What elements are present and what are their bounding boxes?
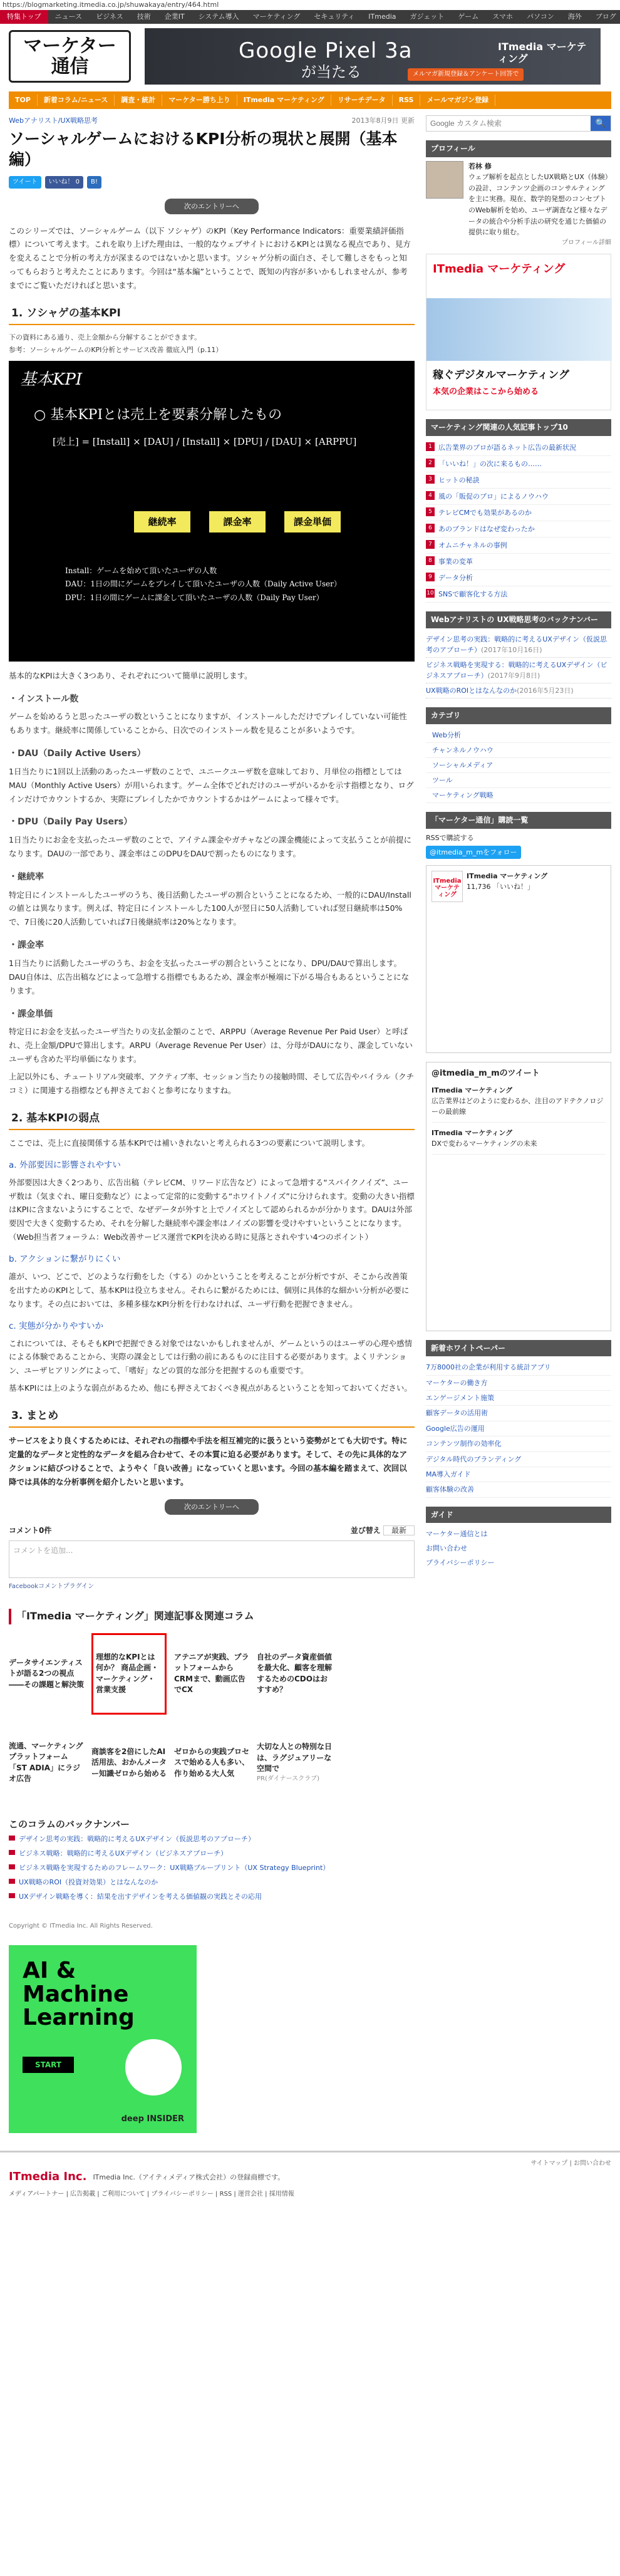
search-box [426, 115, 611, 132]
price-box: 課金単価 [284, 511, 341, 532]
top-nav-item[interactable]: ブログ [595, 13, 616, 21]
promo-subtitle: 本気の企業はここから始める [433, 387, 539, 397]
comments-header [9, 1525, 415, 1537]
banner-brand: ITmedia マーケティング [498, 41, 587, 65]
related-item[interactable] [91, 1633, 167, 1715]
ranking-item[interactable] [426, 472, 611, 489]
related-item[interactable] [257, 1722, 332, 1804]
intro-text: このシリーズでは、ソーシャルゲーム（以下 ソシャゲ）のKPI（Key Performance Indicators：重要業績評価指標）について考えます。これを取り上げた理由は、一般的なウェブサイトにおけるKPIとは異なる視点であり、見方を変えることで分析の考え方が深まるのではないかと思います。ソシャゲ分析の面白さ、そして難しさをもっと知ってもらおうと考えたことにあります。今回は“基本編”ということで、既知の内容が多いかもしれませんが、参考までにご覧いただければと思います。 [9, 226, 411, 291]
after-slide-text: 基本的なKPIは大きく3つあり、それぞれについて簡単に説明します。 [9, 670, 252, 680]
related-source: PR(ダイナースクラブ) [257, 1775, 320, 1782]
twitter-timeline-title: @itmedia_m_mのツイート [431, 1068, 540, 1078]
top-nav-item[interactable]: パソコン [527, 13, 554, 21]
backnumber-sidebar-heading: Webアナリストの UX戦略思考のバックナンバー [426, 611, 611, 628]
price-text: 特定日にお金を支払ったユーザ当たりの支払金額のことで、ARPPU（Average Revenue Per Paid User）と呼ばれ、売上金額/DPUで算出します。ARPU（Average Revenue Per User）は、分母がDAUになり、課金していないユーザも含めた平均単価になります。 [9, 1027, 413, 1064]
sidebar-backnumber-title: ビジネス戦略を実現する：戦略的に考えるUXデザイン（ビジネスアプローチ） [426, 661, 607, 680]
ranking-number: 8 [426, 556, 435, 565]
ranking-item[interactable] [426, 554, 611, 570]
related-title: 大切な人との特別な日は、ラグジュアリーな空間で [257, 1742, 333, 1774]
guide-item[interactable]: お問い合わせ [426, 1544, 467, 1553]
fb-page-avatar: ITmedia マーケティング [431, 871, 463, 902]
related-title: ゼロからの実践プロセスで始める人も多い、作り始める大人気 [174, 1747, 250, 1778]
section-heading-2: 2. 基本KPIの弱点 [9, 1108, 415, 1130]
subscribe-heading: 「マーケター通信」購読一覧 [426, 812, 611, 829]
ranking-number: 9 [426, 573, 435, 581]
category-item[interactable]: マーケティング戦略 [426, 788, 611, 803]
ranking-title: 風の「販促のプロ」によるノウハウ [438, 492, 549, 501]
whitepaper-item[interactable]: コンテンツ制作の効率化 [426, 1436, 611, 1452]
main-nav-item[interactable]: 調査・統計 [115, 95, 162, 105]
ranking-title: 「いいね！」の次に来るもの…… [438, 459, 542, 468]
footer [0, 2151, 620, 2206]
backnumber-item[interactable]: デザイン思考の実践：戦略的に考えるUXデザイン（仮説思考のアプローチ） [9, 1832, 415, 1846]
section-heading-3: 3. まとめ [9, 1405, 415, 1428]
whitepaper-item[interactable]: Google広告の運用 [426, 1421, 611, 1436]
search-icon: 🔍 [595, 118, 606, 128]
author-name: 若林 修 [468, 162, 492, 170]
fb-like-count: 11,736 「いいね！」 [467, 882, 534, 891]
ranking-title: データ分析 [438, 574, 473, 583]
banner-cta[interactable]: メルマガ新規登録＆アンケート回答で [408, 68, 524, 81]
main-nav-item[interactable]: メールマガジン登録 [420, 95, 495, 105]
itmedia-logo[interactable]: ITmedia Inc. [9, 2170, 87, 2184]
ranking-title: ヒットの秘訣 [438, 475, 480, 484]
source-link[interactable]: 参考：ソーシャルゲームのKPI分析とサービス改善 徹底入門（p.11） [9, 345, 223, 354]
category-heading: カテゴリ [426, 707, 611, 724]
slide-definitions [65, 564, 341, 605]
ranking-title: あのブランドはなぜ変わったか [438, 525, 535, 534]
tweet-text: 広告業界はどのように変わるか、注目のアドテクノロジーの最前線 [431, 1096, 604, 1116]
ranking-number: 2 [426, 459, 435, 467]
related-title: 商談客を2倍にしたAI活用法、おかんメーター知識ゼロから始める [91, 1747, 167, 1778]
sidebar [426, 115, 611, 2133]
sidebar-backnumber-date: (2016年5月23日) [517, 687, 574, 695]
sub-price: ・課金単価 [9, 1009, 53, 1019]
slide-lead: ○ 基本KPIとは売上を要素分解したもの [34, 407, 282, 423]
conversion-text: 1日当たりに活動したユーザのうち、お金を支払ったユーザの割合ということになり、DPU/DAUで算出します。DAU自体は、広告出稿などによって急増する指標でもあるため、課金率が極端に下がる場合もあるということになります。 [9, 958, 410, 995]
backnumber-item[interactable]: ビジネス戦略を実現するためのフレームワーク：UX戦略ブループリント（UX Strategy Blueprint） [9, 1861, 415, 1875]
weak-a-text: 外部要因は大きく2つあり、広告出稿（テレビCM、リワード広告など）によって急増する“スパイクノイズ”、ユーザ数は（気まぐれ、曜日変動など）によって定常的に変動する“ホワイトノイズ”に分けられます。変動の大きい指標はKPIに含まないようにすることで、なぜデータが外すと上でノイズとして認められるかが分かります。DAUは外部要因で大きく変動するため、それを分解した継続率や課金率はノイズの影響を受けやすいということになります。（Web担当者フォーラム：Web改善サービス運営でKPIを決める時に見落とされやすい4つのポイント） [9, 1177, 415, 1242]
footer-note: ITmedia Inc.（アイティメディア株式会社）の登録商標です。 [93, 2173, 285, 2181]
comment-input[interactable]: コメントを追加... [9, 1540, 415, 1578]
top-nav-item[interactable]: 企業IT [164, 13, 185, 21]
sidebar-backnumber-title: デザイン思考の実践：戦略的に考えるUXデザイン（仮説思考のアプローチ） [426, 635, 607, 654]
guide-heading: ガイド [426, 1507, 611, 1524]
footer-links[interactable]: メディアパートナー | 広告掲載 | ご利用について | プライバシーポリシー | RSS | 運営会社 | 採用情報 [9, 2191, 294, 2198]
share-buttons [9, 176, 415, 189]
sub-conversion: ・課金率 [9, 940, 44, 951]
sub-install: ・インストール数 [9, 693, 79, 704]
ranking-number: 7 [426, 540, 435, 549]
promo-brand: ITmedia マーケティング [433, 262, 566, 276]
slide-title: 基本KPI [20, 370, 83, 389]
sidebar-backnumber-title: UX戦略のROIとはなんなのか [426, 687, 517, 695]
sidebar-backnumber-item[interactable] [426, 632, 611, 658]
breadcrumb-link[interactable]: Webアナリスト/UX戦略思考 [9, 117, 98, 125]
top-nav-item[interactable]: マーケティング [252, 13, 301, 21]
related-item[interactable] [9, 1633, 84, 1715]
whitepaper-item[interactable]: エンゲージメント施策 [426, 1391, 611, 1406]
main-content [9, 115, 415, 2133]
ranking-number: 1 [426, 442, 435, 451]
sort-label: 並び替え [350, 1525, 381, 1535]
ranking-item[interactable] [426, 505, 611, 521]
category-item[interactable]: チャンネルノウハウ [426, 743, 611, 758]
facebook-comments-plugin[interactable]: Facebookコメントプラグイン [9, 1582, 95, 1590]
ranking-title: オムニチャネルの事例 [438, 541, 507, 550]
ai-ad-banner[interactable] [9, 1945, 197, 2133]
main-nav [9, 91, 611, 109]
def-dau: DAU：1日の間にゲームをプレイして頂いたユーザの人数（Daily Active User） [65, 579, 341, 589]
related-item[interactable] [257, 1633, 332, 1715]
site-logo[interactable]: マーケター 通信 [9, 30, 131, 83]
category-item[interactable]: ソーシャルメディア [426, 758, 611, 773]
search-button[interactable] [591, 116, 611, 131]
twitter-timeline [426, 1062, 611, 1331]
author-bio: ウェブ解析を起点としたUX戦略とUX（体験）の設計、コンテンツ企画のコンサルティングを主に実務。現在、数学的発想のコンセプトのWeb解析を始め、ユーザ調査など様々なデータの統合や分析手法の研究を通じた価値の提供に取り組む。 [468, 173, 609, 237]
top-nav-item[interactable]: システム導入 [198, 13, 239, 21]
weak-c-heading: c. 実態が分かりやすいか [9, 1321, 104, 1331]
related-grid [9, 1633, 415, 1804]
top-nav-item[interactable]: 技術 [137, 13, 151, 21]
whitepaper-item[interactable]: 顧客体験の改善 [426, 1482, 611, 1497]
sitemap-links[interactable]: サイトマップ | お問い合わせ [530, 2159, 611, 2167]
def-dpu: DPU：1日の間にゲームに課金して頂いたユーザの人数（Daily Pay User） [65, 593, 324, 602]
main-nav-item[interactable]: 新着コラム/ニュース [38, 95, 115, 105]
backnumber-item[interactable]: UXデザイン戦略を導く：結果を出すデザインを考える価値観の実践とその応用 [9, 1889, 415, 1904]
update-date: 2013年8月9日 更新 [351, 117, 415, 125]
promo-image [426, 298, 612, 361]
url-bar[interactable]: https://blogmarketing.itmedia.co.jp/shuwakaya/entry/464.html [3, 1, 219, 9]
main-nav-item[interactable]: RSS [393, 95, 421, 105]
backnumber-section [9, 1817, 415, 1904]
whitepaper-item[interactable]: 7万8000社の企業が利用する統計アプリ [426, 1360, 611, 1375]
facebook-page-widget [426, 865, 611, 1053]
header-banner[interactable] [145, 28, 601, 85]
conversion-box: 課金率 [209, 511, 266, 532]
profile-heading: プロフィール [426, 140, 611, 157]
tweet-user: ITmedia マーケティング [431, 1086, 513, 1094]
top-nav-item[interactable]: ビジネス [96, 13, 123, 21]
whitepaper-item[interactable]: 顧客データの活用術 [426, 1406, 611, 1421]
next-entry-button[interactable]: 次のエントリーへ [165, 199, 259, 214]
sidebar-backnumber-date: (2017年10月16日) [481, 645, 542, 654]
robot-icon [125, 2039, 182, 2096]
main-nav-item[interactable]: ITmedia マーケティング [237, 95, 331, 105]
facebook-like-button[interactable]: いいね！ 0 [45, 176, 84, 189]
sidebar-backnumber-item[interactable] [426, 658, 611, 683]
weak-b-text: 誰が、いつ、どこで、どのような行動をした（する）のかということを考えることが分析ですが、そこから改善策を出すためのKPIとして、基本KPIは役立ちません。それらに繋がるためには、個別に具体的な細かい分析が必要になります。その点においては、多種多様なKPI分析を行わなければ、ユーザ行動を把握できません。 [9, 1272, 410, 1309]
dau-text: 1日当たりに1回以上活動のあったユーザ数のことで、ユニークユーザ数を意味しており、月単位の指標としてはMAU（Monthly Active Users）が用いられます。ゲーム全体でどれだけのユーザがいるかを示す指標となり、ログインだけでカウントするか、実際にプレイしたかでカウントするかはゲームによって様々です。 [9, 766, 414, 804]
top-nav-item[interactable]: ガジェット [410, 13, 445, 21]
ranking-number: 6 [426, 524, 435, 532]
top-nav-item[interactable]: 海外 [567, 13, 582, 21]
profile-card [426, 161, 611, 238]
related-heading: 「ITmedia マーケティング」関連記事＆関連コラム [9, 1609, 415, 1624]
sub-retention: ・継続率 [9, 871, 44, 882]
related-title: アテニアが実践、プラットフォームからCRMまで、動画広告でCX [174, 1653, 249, 1695]
whitepaper-item[interactable]: マーケターの働き方 [426, 1376, 611, 1391]
slide-formula: [売上] = [Install] × [DAU] / [Install] × [DPU] / [DAU] × [ARPPU] [53, 435, 357, 447]
ranking-number: 4 [426, 491, 435, 500]
ad-brand: deep INSIDER [121, 2114, 184, 2124]
sidebar-backnumber-date: (2017年9月8日) [487, 672, 540, 680]
install-text: ゲームを始めるうと思ったユーザの数ということになりますが、インストールしただけでプレイしていない可能性もあります。継続率に関係していることから、日次でのインストール数を見ることが多いようです。 [9, 712, 407, 735]
related-title: データサイエンティストが語る2つの視点――その課題と解決策 [9, 1658, 85, 1689]
ranking-title: 広告業界のプロが語るネット広告の最新状況 [438, 443, 576, 452]
top-nav-item[interactable]: セキュリティ [314, 13, 355, 21]
comment-count: コメント0件 [9, 1525, 52, 1535]
backnumber-item[interactable]: ビジネス戦略：戦略的に考えるUXデザイン（ビジネスアプローチ） [9, 1846, 415, 1861]
author-avatar [426, 161, 463, 199]
ranking-number: 10 [426, 590, 434, 597]
top-nav-item[interactable]: ゲーム [458, 13, 479, 21]
kpi-slide-image [9, 361, 415, 662]
breadcrumb [9, 115, 415, 126]
related-title: 流通、マーケティング プラットフォーム「ST ADIA」にラジオ広告 [9, 1742, 91, 1784]
marketing-promo[interactable] [426, 254, 611, 410]
top-nav-item[interactable]: ITmedia [368, 13, 396, 21]
ranking-title: テレビCMでも効果があるのか [438, 509, 532, 517]
whitepaper-item[interactable]: デジタル時代のブランディング [426, 1452, 611, 1467]
header [0, 24, 620, 89]
sub-dpu: ・DPU（Daily Pay Users） [9, 817, 133, 828]
article-title: ソーシャルゲームにおけるKPI分析の現状と展開（基本編） [9, 130, 398, 169]
backnumber-title: このコラムのバックナンバー [9, 1818, 130, 1830]
ranking-heading: マーケティング関連の人気記事トップ10 [426, 419, 611, 436]
next-entry-button-bottom[interactable]: 次のエントリーへ [165, 1499, 259, 1515]
weak-c-text: これについては、そもそもKPIで把握できる対象ではないかもしれませんが、ゲームというのはユーザの心理や感情による体験であることから、実際の課金としては行動の前にあるものに注目する必要があります。よくリテンション、ユーザヒアリングによって、「嗜好」などの質的な部分を把握するのも重要です。 [9, 1338, 413, 1376]
backnumber-item[interactable]: UX戦略のROI（投資対効果）とはなんなのか [9, 1875, 415, 1889]
related-item[interactable] [339, 1722, 415, 1804]
related-item[interactable] [91, 1722, 167, 1804]
fb-page-name[interactable]: ITmedia マーケティング [467, 871, 548, 880]
ranking-title: 事業の変革 [438, 558, 473, 566]
ranking-item[interactable] [426, 521, 611, 538]
main-nav-item[interactable]: マーケター勝ち上り [162, 95, 237, 105]
main-nav-item[interactable]: TOP [9, 95, 38, 105]
section-heading-1: 1. ソシャゲの基本KPI [9, 303, 415, 325]
whitepaper-item[interactable]: MA導入ガイド [426, 1467, 611, 1482]
related-item[interactable] [174, 1722, 249, 1804]
related-title: 理想的なKPIとは何か？ 商品企画・マーケティング・営業支援 [96, 1653, 159, 1695]
sub-dau: ・DAU（Daily Active Users） [9, 749, 146, 759]
tweet[interactable] [431, 1123, 606, 1155]
ranking-item[interactable] [426, 570, 611, 586]
related-item[interactable] [339, 1633, 415, 1715]
ranking-item[interactable] [426, 440, 611, 456]
guide-item[interactable]: マーケター通信とは [426, 1530, 488, 1539]
source-intro: 下の資料にある通り、売上金額から分解することができます。 [9, 333, 202, 342]
def-install: Install：ゲームを始めて頂いたユーザの人数 [65, 566, 217, 575]
related-title: 自社のデータ資産価値を最大化、顧客を理解するためのCDOはおすすめ？ [257, 1653, 333, 1695]
category-item[interactable]: ツール [426, 773, 611, 788]
ranking-number: 5 [426, 507, 435, 516]
dpu-text: 1日当たりにお金を支払ったユーザ数のことで、アイテム課金やガチャなどの課金機能によって支払うことが前提になります。DAUの一部であり、課金率はこのDPUをDAUで割ったものになります。 [9, 835, 412, 858]
weak-b-heading: b. アクションに繋がりにくい [9, 1254, 121, 1265]
hatena-bookmark-button[interactable]: B! [87, 176, 101, 189]
weak-a-heading: a. 外部要因に影響されやすい [9, 1160, 121, 1170]
tweet[interactable] [431, 1080, 606, 1123]
summary-text-1: 上記以外にも、チュートリアル突破率、アクティブ率、セッション当たりの接触時間、そして広告やバイラル（クチコミ）に関連する指標なども押さえておくと参考になりますね。 [9, 1071, 415, 1095]
tweet-button[interactable]: ツイート [9, 176, 41, 189]
top-nav-item[interactable]: スマホ [492, 13, 514, 21]
banner-title: Google Pixel 3a [239, 38, 413, 63]
guide-item[interactable]: プライバシーポリシー [426, 1559, 495, 1567]
ranking-title: SNSで顧客化する方法 [438, 590, 508, 599]
copyright: Copyright © ITmedia Inc. All Rights Reserved. [9, 1923, 153, 1930]
tweet-user: ITmedia マーケティング [431, 1128, 513, 1137]
weak-intro: ここでは、売上に直接関係する基本KPIでは補いきれないと考えられる3つの要素について説明します。 [9, 1138, 370, 1148]
ranking-item[interactable] [426, 586, 611, 603]
banner-sub: が当たる [301, 63, 361, 81]
ranking-item[interactable] [426, 538, 611, 554]
twitter-follow-button[interactable]: @itmedia_m_mをフォロー [426, 846, 521, 859]
promo-title: 稼ぐデジタルマーケティング [433, 369, 569, 382]
top-nav [0, 10, 620, 24]
rss-link[interactable]: RSSで購読する [426, 833, 474, 842]
tweet-text: DXで変わるマーケティングの未来 [431, 1139, 537, 1148]
ranking-number: 3 [426, 475, 435, 484]
related-item[interactable] [174, 1633, 249, 1715]
main-nav-item[interactable]: リサーチデータ [331, 95, 393, 105]
category-item[interactable]: Web分析 [426, 728, 611, 743]
ad-start-button[interactable]: START [23, 2057, 74, 2074]
new-whitepaper-heading: 新着ホワイトペーパー [426, 1340, 611, 1357]
profile-more-link[interactable]: プロフィール詳細 [562, 239, 611, 246]
ad-title: AI & Machine Learning [23, 1957, 135, 2031]
top-nav-item[interactable]: ニュース [54, 13, 83, 21]
ranking-item[interactable] [426, 456, 611, 472]
ranking-item[interactable] [426, 489, 611, 505]
weak-c-text-2: 基本KPIには上のような弱点があるため、他にも押さえておくべき視点があるということを知っておいてください。 [9, 1383, 412, 1393]
sort-select[interactable]: 最新 [383, 1525, 415, 1535]
conclusion-text: サービスをより良くするためには、それぞれの指標や手法を相互補完的に扱うという姿勢がとても大切です。特に定量的なデータと定性的なデータを組み合わせて、その本質に迫る必要があります。そして、その先に具体的なアクションに結びつけることで、ようやく「良い改善」になっていくと思います。今回の基本編を踏まえて、次回以降では具体的な分析事例を紹介したいと思います。 [9, 1436, 408, 1487]
comment-sort[interactable] [351, 1525, 415, 1537]
retention-text: 特定日にインストールしたユーザのうち、後日活動したユーザの割合ということになるため、一般的にDAU/Installの値とは異なります。例えば、特定日にインストールした100人が翌日に50人活動していれば翌日継続率は50%で、7日後に20人活動していれば7日後継続率は20%となります。 [9, 890, 411, 927]
retention-box: 継続率 [134, 511, 190, 532]
sidebar-backnumber-item[interactable] [426, 683, 611, 699]
search-input[interactable] [426, 116, 591, 131]
top-nav-item[interactable]: 特集トップ [0, 10, 48, 24]
related-item[interactable] [9, 1722, 91, 1804]
